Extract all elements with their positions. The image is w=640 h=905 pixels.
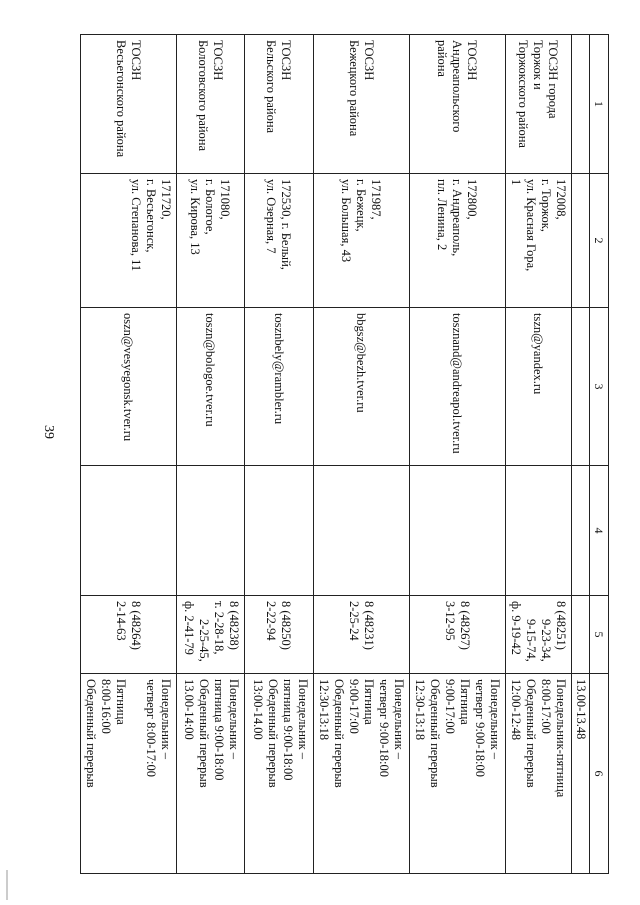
phone-cell: [245, 596, 314, 674]
hours-line: 8:00-17:00: [539, 679, 553, 734]
hours-line: пятница 9:00-18:00: [281, 679, 295, 781]
hours-line: 9:00-17:00: [347, 679, 361, 734]
address-cell: [177, 174, 245, 308]
email-cell: bbgsz@bezh.tver.ru: [314, 308, 410, 466]
column-4-cell: [245, 466, 314, 596]
office-name-line: ТОСЗН: [129, 40, 143, 81]
address-line: ул. Степанова, 11: [129, 179, 143, 272]
phone-line: 8 (48238): [227, 601, 241, 650]
table-row: [245, 35, 314, 874]
office-name-line: Торжокского района: [516, 40, 531, 148]
continuation-row: [572, 35, 590, 874]
office-name-line: района: [435, 40, 450, 77]
email-cell: toszn@bologoe.tver.ru: [177, 308, 245, 466]
continuation-hours: 13.00-13.48: [572, 674, 590, 874]
phone-line: 2-14-63: [114, 601, 128, 641]
email-cell: tosznand@andreapol.tver.ru: [410, 308, 506, 466]
office-name-line: ТОСЗН города: [546, 40, 561, 119]
address-line: г. Бежецк,: [354, 179, 369, 232]
hours-line: пятница 9:00-18:00: [212, 679, 226, 781]
address-cell: [506, 174, 572, 308]
phone-line: 8 (48250): [279, 601, 294, 650]
header-row: [590, 35, 609, 874]
hours-line: Понедельник –: [392, 679, 406, 760]
address-line: ул. Большая, 43: [339, 179, 354, 263]
services-table: [80, 34, 609, 874]
phone-line: 2-25-24: [347, 601, 361, 641]
address-line: г. Бологое,: [203, 179, 218, 235]
office-name-line: Андреапольского: [450, 40, 465, 133]
table-row: [177, 35, 245, 874]
office-name-cell: [245, 35, 314, 174]
address-line: 172530, г. Белый,: [279, 179, 294, 270]
address-cell: [245, 174, 314, 308]
table-row: [314, 35, 410, 874]
address-cell: [81, 174, 177, 308]
scan-edge-mark: [6, 870, 8, 900]
hours-cell: [506, 674, 572, 874]
table-row: [506, 35, 572, 874]
phone-line: 3-12-95: [443, 601, 457, 641]
column-header-5: 5: [590, 596, 609, 674]
column-4-cell: [506, 466, 572, 596]
office-name-line: Бежецкого района: [347, 40, 361, 137]
phone-line: 8 (48264): [129, 601, 143, 650]
office-name-line: Весьегонского района: [114, 40, 128, 158]
hours-line: Пятница: [458, 679, 472, 725]
address-line: 171080,: [218, 179, 233, 220]
hours-line: Обеденный перерыв: [428, 679, 442, 788]
rotated-page: [86, 34, 609, 873]
address-line: г. Андреаполь,: [450, 179, 465, 257]
address-line: 171987,: [369, 179, 384, 220]
hours-line: Обеденный перерыв: [197, 679, 211, 788]
phone-line: 2-25-45,: [197, 619, 211, 662]
phone-cell: [177, 596, 245, 674]
hours-line: Обеденный перерыв: [266, 679, 280, 788]
phone-line: т. 2-28-18,: [212, 601, 226, 655]
page-number: 39: [41, 425, 56, 439]
email-cell: oszn@vesyegonsk.tver.ru: [81, 308, 177, 466]
email-cell: tosznbely@rambler.ru: [245, 308, 314, 466]
hours-line: Обеденный перерыв: [524, 679, 538, 788]
office-name-line: Бельского района: [264, 40, 279, 134]
office-name-line: ТОСЗН: [211, 40, 225, 81]
address-line: г. Весьегонск,: [144, 179, 158, 253]
phone-line: ф. 2-41-79: [182, 601, 196, 655]
phone-cell: [506, 596, 572, 674]
hours-cell: [314, 674, 410, 874]
hours-line: Обеденный перерыв: [84, 679, 98, 788]
hours-line: Понедельник –: [159, 679, 173, 760]
table-cell: [572, 174, 590, 308]
hours-line: [128, 679, 143, 869]
phone-line: 8 (48231): [362, 601, 376, 650]
phone-cell: [410, 596, 506, 674]
table-cell: [572, 596, 590, 674]
address-cell: [410, 174, 506, 308]
office-name-line: ТОСЗН: [362, 40, 376, 81]
hours-cell: [81, 674, 177, 874]
address-line: 172008,: [554, 179, 568, 220]
column-header-6: 6: [590, 674, 609, 874]
phone-line: 8 (48267): [458, 601, 472, 650]
address-line: 1: [509, 179, 523, 186]
hours-line: 9:00-17:00: [443, 679, 457, 734]
office-name-line: Бологовского района: [196, 40, 210, 152]
address-line: ул. Красная Гора,: [524, 179, 538, 272]
table-row: [81, 35, 177, 874]
column-4-cell: [81, 466, 177, 596]
hours-line: 12:30-13:18: [413, 679, 427, 741]
address-line: пл. Ленина, 2: [435, 179, 450, 251]
address-line: ул. Кирова, 13: [188, 179, 203, 255]
hours-line: четверг 9:00-18:00: [473, 679, 487, 778]
address-cell: [314, 174, 410, 308]
office-name-cell: [177, 35, 245, 174]
hours-line: Понедельник –: [296, 679, 310, 760]
address-line: 172800,: [465, 179, 480, 220]
hours-line: Обеденный перерыв: [332, 679, 346, 788]
column-header-1: 1: [590, 35, 609, 174]
office-name-line: ТОСЗН: [279, 40, 294, 81]
address-line: г. Торжок,: [539, 179, 553, 232]
hours-line: Понедельник-пятница: [554, 679, 568, 798]
phone-cell: [314, 596, 410, 674]
hours-line: Понедельник –: [488, 679, 502, 760]
column-header-3: 3: [590, 308, 609, 466]
column-4-cell: [410, 466, 506, 596]
hours-line: Пятница: [114, 679, 128, 725]
table-row: [410, 35, 506, 874]
address-line: ул. Озерная, 7: [264, 179, 279, 254]
hours-line: 8:00-16:00: [99, 679, 113, 734]
table-cell: [572, 35, 590, 174]
hours-line: 12:00-12:48: [509, 679, 523, 741]
hours-cell: [410, 674, 506, 874]
office-name-cell: [81, 35, 177, 174]
office-name-cell: [314, 35, 410, 174]
office-name-line: ТОСЗН: [465, 40, 480, 81]
phone-line: ф. 9-19-42: [509, 601, 523, 655]
hours-line: четверг 9:00-18:00: [377, 679, 391, 778]
phone-line: 9-23-34,: [539, 619, 553, 662]
address-line: 171720,: [159, 179, 173, 220]
column-header-4: 4: [590, 466, 609, 596]
phone-line: 9-15-74,: [524, 619, 538, 662]
table-cell: [572, 466, 590, 596]
hours-line: 13.00-14:00: [182, 679, 196, 740]
column-header-2: 2: [590, 174, 609, 308]
phone-line: 8 (48251): [554, 601, 568, 650]
column-4-cell: [177, 466, 245, 596]
hours-line: 13:00-14.00: [251, 679, 265, 740]
office-name-cell: [506, 35, 572, 174]
hours-cell: [177, 674, 245, 874]
phone-cell: [81, 596, 177, 674]
column-4-cell: [314, 466, 410, 596]
hours-line: Пятница: [362, 679, 376, 725]
office-name-cell: [410, 35, 506, 174]
office-name-line: Торжок и: [531, 40, 546, 90]
phone-line: 2-22-94: [264, 601, 279, 641]
hours-line: четверг 8:00-17:00: [144, 679, 158, 778]
table-cell: [572, 308, 590, 466]
hours-line: 12:30-13:18: [317, 679, 331, 741]
hours-line: Понедельник –: [227, 679, 241, 760]
hours-cell: [245, 674, 314, 874]
email-cell: tszn@yandex.ru: [506, 308, 572, 466]
